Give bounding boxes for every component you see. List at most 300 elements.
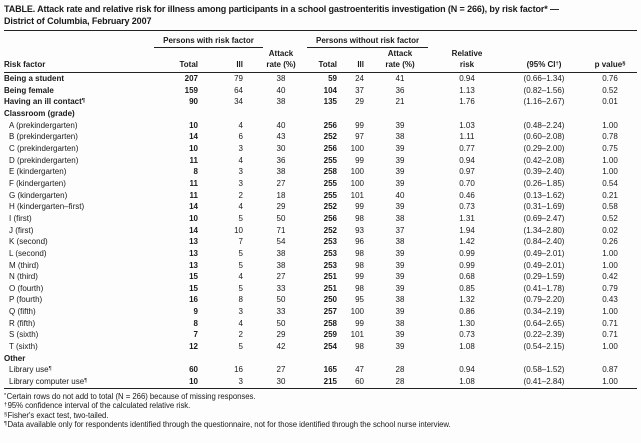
spacer-cell bbox=[168, 48, 202, 58]
cell-p-value: 0.76 bbox=[602, 74, 618, 83]
section-label: Classroom (grade) bbox=[4, 108, 75, 118]
cell-ill-without: 100 bbox=[350, 167, 364, 177]
column-header-row bbox=[4, 58, 637, 73]
cell-p-value: 0.26 bbox=[602, 237, 618, 247]
ill-with-header: Ill bbox=[202, 58, 247, 73]
total-without-header: Total bbox=[315, 58, 342, 73]
risk-factor-label: N (third) bbox=[9, 272, 38, 282]
risk-factor-label: S (sixth) bbox=[9, 330, 39, 340]
cell-attack-rate-with: 29 bbox=[276, 330, 286, 340]
cell-total-without: 256 bbox=[323, 120, 337, 130]
cell-ill-with: 16 bbox=[234, 365, 243, 375]
table-header bbox=[4, 32, 637, 73]
cell-p-value: 0.02 bbox=[602, 225, 618, 235]
cell-total-with: 207 bbox=[184, 74, 198, 83]
cell-ill-with: 64 bbox=[234, 85, 243, 95]
cell-attack-rate-with: 71 bbox=[276, 225, 286, 235]
risk-factor-label: Having an ill contact¶ bbox=[4, 97, 85, 107]
cell-95ci: (0.29–2.00) bbox=[523, 143, 565, 153]
risk-factor-label: P (fourth) bbox=[9, 295, 43, 305]
cell-attack-rate-without: 39 bbox=[395, 143, 405, 153]
cell-attack-rate-with: 40 bbox=[276, 120, 286, 130]
cell-ill-with: 3 bbox=[238, 167, 243, 177]
cell-attack-rate-with: 40 bbox=[276, 85, 286, 95]
cell-ill-without: 47 bbox=[355, 365, 364, 375]
spacer-cell bbox=[4, 48, 168, 58]
cell-attack-rate-without: 38 bbox=[395, 132, 405, 142]
cell-total-with: 15 bbox=[189, 272, 198, 282]
table-title bbox=[4, 3, 637, 27]
data-table bbox=[4, 32, 637, 388]
risk-factor-label: Library use¶ bbox=[9, 365, 52, 375]
cell-total-with: 8 bbox=[193, 318, 198, 328]
cell-total-with: 11 bbox=[189, 178, 198, 188]
cell-total-without: 253 bbox=[323, 237, 337, 247]
relative-risk-header-line2: risk bbox=[429, 58, 505, 73]
cell-attack-rate-with: 18 bbox=[276, 190, 286, 200]
cell-total-with: 13 bbox=[189, 248, 198, 258]
cell-total-without: 254 bbox=[323, 342, 337, 352]
table-row bbox=[4, 341, 637, 353]
cell-ill-with: 10 bbox=[234, 225, 243, 235]
cell-ill-with: 79 bbox=[234, 74, 243, 83]
cell-relative-risk: 0.73 bbox=[459, 202, 475, 212]
cell-ill-with: 5 bbox=[238, 342, 243, 352]
table-title-line1: TABLE. Attack rate and relative risk for illness among participants in a school gastroenteritis investigation (N = 266), by risk factor* — bbox=[4, 4, 559, 14]
cell-relative-risk: 0.46 bbox=[459, 190, 475, 200]
cell-relative-risk: 0.94 bbox=[459, 74, 475, 83]
cell-total-with: 11 bbox=[189, 155, 198, 165]
cell-attack-rate-with: 33 bbox=[276, 307, 286, 317]
risk-factor-label: Library computer use¶ bbox=[9, 377, 88, 387]
cell-95ci: (0.41–1.78) bbox=[523, 283, 565, 293]
spacer-cell bbox=[429, 32, 637, 48]
footnotes bbox=[4, 392, 637, 430]
cell-attack-rate-without: 39 bbox=[395, 202, 405, 212]
group-header-row bbox=[4, 32, 637, 48]
table-row bbox=[4, 329, 637, 341]
cell-p-value: 0.21 bbox=[602, 190, 618, 200]
cell-95ci: (0.82–1.56) bbox=[523, 85, 565, 95]
cell-relative-risk: 1.08 bbox=[459, 377, 475, 387]
table-row bbox=[4, 294, 637, 306]
cell-total-without: 252 bbox=[323, 225, 337, 235]
section-label: Other bbox=[4, 353, 26, 363]
cell-ill-with: 6 bbox=[238, 132, 243, 142]
cell-ill-without: 37 bbox=[355, 85, 364, 95]
cell-95ci: (1.34–2.80) bbox=[523, 225, 565, 235]
cell-95ci: (0.54–2.15) bbox=[523, 342, 565, 352]
table-row bbox=[4, 201, 637, 213]
cell-total-without: 253 bbox=[323, 248, 337, 258]
spacer-cell bbox=[4, 32, 168, 48]
cell-ill-with: 4 bbox=[238, 202, 243, 212]
cell-ill-with: 4 bbox=[238, 272, 243, 282]
risk-factor-label: Being a student bbox=[4, 74, 65, 83]
ci-header-close: ) bbox=[558, 60, 562, 69]
table-row bbox=[4, 260, 637, 272]
cell-attack-rate-with: 30 bbox=[276, 143, 286, 153]
cell-ill-with: 4 bbox=[238, 120, 243, 130]
cell-attack-rate-with: 33 bbox=[276, 283, 286, 293]
spacer-cell bbox=[202, 48, 247, 58]
risk-factor-label: Being female bbox=[4, 85, 54, 95]
cell-95ci: (0.66–1.34) bbox=[523, 74, 565, 83]
cell-relative-risk: 1.11 bbox=[459, 132, 475, 142]
cell-total-with: 7 bbox=[193, 330, 198, 340]
cell-attack-rate-with: 50 bbox=[276, 318, 286, 328]
table-row bbox=[4, 143, 637, 155]
cell-total-with: 8 bbox=[193, 167, 198, 177]
cell-p-value: 0.79 bbox=[602, 283, 618, 293]
cell-total-without: 255 bbox=[323, 178, 337, 188]
cell-attack-rate-with: 29 bbox=[276, 202, 286, 212]
cell-ill-without: 98 bbox=[355, 248, 364, 258]
cell-ill-without: 100 bbox=[350, 307, 364, 317]
ci-header bbox=[505, 58, 583, 73]
cell-total-without: 256 bbox=[323, 143, 337, 153]
cell-attack-rate-without: 39 bbox=[395, 342, 405, 352]
cell-95ci: (0.13–1.62) bbox=[523, 190, 565, 200]
cell-relative-risk: 0.73 bbox=[459, 330, 475, 340]
cell-95ci: (0.48–2.24) bbox=[523, 120, 565, 130]
cell-total-with: 10 bbox=[189, 120, 198, 130]
table-row bbox=[4, 364, 637, 376]
cell-ill-with: 5 bbox=[238, 248, 243, 258]
table-row bbox=[4, 248, 637, 260]
cell-total-with: 159 bbox=[184, 85, 198, 95]
cell-ill-with: 3 bbox=[238, 178, 243, 188]
cell-attack-rate-without: 39 bbox=[395, 178, 405, 188]
risk-factor-label: Q (fifth) bbox=[9, 307, 36, 317]
cell-attack-rate-with: 38 bbox=[276, 74, 286, 83]
table-row bbox=[4, 120, 637, 132]
cell-ill-without: 98 bbox=[355, 260, 364, 270]
cell-ill-without: 100 bbox=[350, 178, 364, 188]
cell-ill-without: 99 bbox=[355, 120, 364, 130]
cell-p-value: 0.71 bbox=[602, 318, 618, 328]
total-with-header: Total bbox=[168, 58, 202, 73]
risk-factor-label: L (second) bbox=[9, 248, 47, 258]
cell-total-with: 9 bbox=[193, 307, 198, 317]
cell-ill-without: 99 bbox=[355, 318, 364, 328]
table-row bbox=[4, 213, 637, 225]
cell-relative-risk: 0.94 bbox=[459, 155, 475, 165]
cell-ill-without: 101 bbox=[350, 330, 364, 340]
cell-ill-with: 34 bbox=[234, 97, 243, 107]
cell-95ci: (0.42–2.08) bbox=[523, 155, 565, 165]
cell-total-with: 10 bbox=[189, 377, 198, 387]
cell-ill-without: 96 bbox=[355, 237, 364, 247]
cell-p-value: 1.00 bbox=[602, 155, 618, 165]
group-without-label: Persons without risk factor bbox=[307, 36, 428, 49]
cell-relative-risk: 0.70 bbox=[459, 178, 475, 188]
risk-factor-label: K (second) bbox=[9, 237, 48, 247]
cell-ill-without: 99 bbox=[355, 202, 364, 212]
cell-ill-with: 7 bbox=[238, 237, 243, 247]
cell-p-value: 1.00 bbox=[602, 167, 618, 177]
cell-ill-with: 2 bbox=[238, 330, 243, 340]
risk-factor-label: E (kindergarten) bbox=[9, 167, 67, 177]
cell-p-value: 1.00 bbox=[602, 248, 618, 258]
section-header-row bbox=[4, 108, 637, 120]
cell-attack-rate-with: 50 bbox=[276, 213, 286, 223]
cell-p-value: 0.01 bbox=[602, 97, 618, 107]
cell-p-value: 0.52 bbox=[602, 85, 618, 95]
cell-p-value: 1.00 bbox=[602, 342, 618, 352]
cell-attack-rate-without: 36 bbox=[395, 85, 405, 95]
cell-attack-rate-with: 54 bbox=[276, 237, 286, 247]
cell-attack-rate-with: 38 bbox=[276, 248, 286, 258]
cell-95ci: (0.79–2.20) bbox=[523, 295, 565, 305]
cell-total-with: 14 bbox=[189, 225, 198, 235]
table-title-line2: District of Columbia, February 2007 bbox=[4, 15, 152, 26]
cell-total-without: 135 bbox=[323, 97, 337, 107]
cell-ill-with: 3 bbox=[238, 377, 243, 387]
group-with-header bbox=[163, 32, 315, 48]
cell-p-value: 1.00 bbox=[602, 260, 618, 270]
cell-total-without: 258 bbox=[323, 167, 337, 177]
cell-total-with: 11 bbox=[189, 190, 198, 200]
cell-relative-risk: 0.99 bbox=[459, 248, 475, 258]
cell-relative-risk: 0.99 bbox=[459, 260, 475, 270]
cell-95ci: (0.58–1.52) bbox=[523, 365, 565, 375]
cell-ill-with: 3 bbox=[238, 143, 243, 153]
cell-95ci: (0.64–2.65) bbox=[523, 318, 565, 328]
table-row bbox=[4, 376, 637, 388]
cell-p-value: 0.75 bbox=[602, 143, 618, 153]
cell-95ci: (0.39–2.40) bbox=[523, 167, 565, 177]
cell-ill-with: 4 bbox=[238, 155, 243, 165]
risk-factor-label: C (prekindergarten) bbox=[9, 143, 79, 153]
footnote-marker: ¶ bbox=[84, 378, 88, 385]
attack-header-line1-with: Attack bbox=[268, 49, 294, 58]
cell-relative-risk: 1.94 bbox=[459, 225, 475, 235]
cell-ill-without: 98 bbox=[355, 342, 364, 352]
cell-relative-risk: 0.85 bbox=[459, 283, 475, 293]
cell-ill-without: 24 bbox=[355, 74, 364, 83]
cell-ill-without: 98 bbox=[355, 213, 364, 223]
table-row bbox=[4, 306, 637, 318]
footnote-marker: ¶ bbox=[81, 98, 85, 105]
cell-attack-rate-without: 40 bbox=[395, 190, 405, 200]
footnote-line: *Certain rows do not add to total (N = 266) because of missing responses. bbox=[4, 391, 256, 401]
section-header-row bbox=[4, 353, 637, 365]
cell-relative-risk: 1.42 bbox=[459, 237, 475, 247]
risk-factor-header: Risk factor bbox=[4, 58, 168, 73]
cell-p-value: 1.00 bbox=[602, 120, 618, 130]
table-body bbox=[4, 73, 637, 388]
table-row bbox=[4, 318, 637, 330]
cell-total-with: 13 bbox=[189, 260, 198, 270]
cell-ill-without: 99 bbox=[355, 155, 364, 165]
attack-rate-without-header: rate (%) bbox=[371, 58, 429, 73]
risk-factor-label: B (prekindergarten) bbox=[9, 132, 78, 142]
cell-total-without: 215 bbox=[323, 377, 337, 387]
cell-95ci: (0.49–2.01) bbox=[523, 248, 565, 258]
cell-attack-rate-without: 39 bbox=[395, 283, 405, 293]
cell-total-without: 252 bbox=[323, 202, 337, 212]
cell-total-without: 59 bbox=[328, 74, 337, 83]
footnote-line: †95% confidence interval of the calculated relative risk. bbox=[4, 401, 191, 411]
cell-relative-risk: 0.94 bbox=[459, 365, 475, 375]
footnote-line: ¶Data available only for respondents identified through the questionnaire, not for those identified through the school nurse interview. bbox=[4, 419, 451, 429]
cell-95ci: (0.31–1.69) bbox=[523, 202, 565, 212]
cell-attack-rate-without: 39 bbox=[395, 167, 405, 177]
cell-total-without: 252 bbox=[323, 132, 337, 142]
cell-attack-rate-without: 37 bbox=[395, 225, 405, 235]
cell-total-without: 251 bbox=[323, 272, 337, 282]
cell-95ci: (1.16–2.67) bbox=[523, 97, 565, 107]
cell-total-with: 90 bbox=[189, 97, 198, 107]
risk-factor-label: M (third) bbox=[9, 260, 39, 270]
cell-attack-rate-without: 39 bbox=[395, 155, 405, 165]
cell-relative-risk: 1.32 bbox=[459, 295, 475, 305]
cell-attack-rate-with: 42 bbox=[276, 342, 286, 352]
cell-95ci: (0.49–2.01) bbox=[523, 260, 565, 270]
cell-95ci: (0.41–2.84) bbox=[523, 377, 565, 387]
cell-ill-with: 5 bbox=[238, 283, 243, 293]
footnote-marker: ¶ bbox=[48, 366, 52, 373]
footnote-marker: § bbox=[622, 60, 626, 67]
cell-attack-rate-without: 38 bbox=[395, 213, 405, 223]
cell-total-without: 253 bbox=[323, 260, 337, 270]
footnote-marker: † bbox=[555, 60, 559, 67]
cell-relative-risk: 0.68 bbox=[459, 272, 475, 282]
cell-95ci: (0.60–2.08) bbox=[523, 132, 565, 142]
risk-factor-label: I (first) bbox=[9, 213, 32, 223]
cell-total-with: 10 bbox=[189, 213, 198, 223]
cell-total-without: 256 bbox=[323, 213, 337, 223]
table-row bbox=[4, 225, 637, 237]
attack-rate-with-header: rate (%) bbox=[247, 58, 315, 73]
cell-total-without: 255 bbox=[323, 190, 337, 200]
table-row bbox=[4, 131, 637, 143]
table-row bbox=[4, 236, 637, 248]
cell-attack-rate-with: 50 bbox=[276, 295, 286, 305]
cell-attack-rate-without: 39 bbox=[395, 272, 405, 282]
cell-total-with: 10 bbox=[189, 143, 198, 153]
cell-95ci: (0.34–2.19) bbox=[523, 307, 565, 317]
table-row bbox=[4, 283, 637, 295]
table-bottom-rule bbox=[4, 388, 637, 389]
footnote-marker: § bbox=[4, 411, 8, 418]
cell-attack-rate-without: 38 bbox=[395, 295, 405, 305]
spacer-cell bbox=[505, 48, 583, 58]
cell-attack-rate-with: 38 bbox=[276, 167, 286, 177]
footnote-marker: ¶ bbox=[4, 420, 7, 427]
cell-total-without: 258 bbox=[323, 318, 337, 328]
cell-ill-without: 98 bbox=[355, 283, 364, 293]
cell-attack-rate-without: 41 bbox=[395, 74, 405, 83]
cell-total-without: 165 bbox=[323, 365, 337, 375]
table-row bbox=[4, 96, 637, 108]
risk-factor-label: H (kindergarten–first) bbox=[9, 202, 85, 212]
cell-p-value: 0.78 bbox=[602, 132, 618, 142]
cell-total-without: 259 bbox=[323, 330, 337, 340]
cell-attack-rate-with: 38 bbox=[276, 260, 286, 270]
table-row bbox=[4, 178, 637, 190]
footnote-line: §Fisher's exact test, two-tailed. bbox=[4, 410, 109, 420]
table-row bbox=[4, 271, 637, 283]
cell-attack-rate-with: 27 bbox=[276, 272, 286, 282]
subheader-row bbox=[4, 48, 637, 58]
table-row bbox=[4, 73, 637, 85]
cell-attack-rate-without: 21 bbox=[395, 97, 405, 107]
cell-attack-rate-without: 39 bbox=[395, 330, 405, 340]
risk-factor-label: G (kindergarten) bbox=[9, 190, 68, 200]
cell-ill-with: 3 bbox=[238, 307, 243, 317]
cell-p-value: 0.43 bbox=[602, 295, 618, 305]
cell-p-value: 0.42 bbox=[602, 272, 618, 282]
cell-attack-rate-with: 43 bbox=[276, 132, 286, 142]
cell-ill-with: 4 bbox=[238, 318, 243, 328]
cell-ill-without: 95 bbox=[355, 295, 364, 305]
spacer-cell bbox=[583, 48, 637, 58]
cell-attack-rate-with: 27 bbox=[276, 365, 286, 375]
risk-factor-label: D (prekindergarten) bbox=[9, 155, 79, 165]
cell-ill-without: 100 bbox=[350, 143, 364, 153]
cell-relative-risk: 1.76 bbox=[459, 97, 475, 107]
cell-ill-without: 93 bbox=[355, 225, 364, 235]
cell-p-value: 0.52 bbox=[602, 213, 618, 223]
cell-relative-risk: 1.30 bbox=[459, 318, 475, 328]
cell-attack-rate-with: 36 bbox=[276, 155, 286, 165]
risk-factor-label: O (fourth) bbox=[9, 283, 44, 293]
cell-attack-rate-without: 38 bbox=[395, 237, 405, 247]
cell-total-without: 251 bbox=[323, 283, 337, 293]
cell-ill-without: 99 bbox=[355, 272, 364, 282]
cell-p-value: 0.71 bbox=[602, 330, 618, 340]
cell-relative-risk: 0.97 bbox=[459, 167, 475, 177]
cell-attack-rate-without: 28 bbox=[395, 377, 405, 387]
cell-total-without: 250 bbox=[323, 295, 337, 305]
table-row bbox=[4, 85, 637, 97]
risk-factor-label: T (sixth) bbox=[9, 342, 38, 352]
cell-total-without: 104 bbox=[323, 85, 337, 95]
cell-total-with: 12 bbox=[189, 342, 198, 352]
table-row bbox=[4, 155, 637, 167]
cell-p-value: 1.00 bbox=[602, 307, 618, 317]
cell-total-without: 257 bbox=[323, 307, 337, 317]
p-value-header-text: p value bbox=[594, 60, 623, 69]
relative-risk-header-line1: Relative bbox=[451, 49, 483, 58]
p-value-header bbox=[583, 58, 637, 73]
ill-without-header: Ill bbox=[342, 58, 371, 73]
cell-relative-risk: 1.31 bbox=[459, 213, 475, 223]
table-row bbox=[4, 166, 637, 178]
footnote-marker: † bbox=[4, 402, 8, 409]
cell-ill-without: 97 bbox=[355, 132, 364, 142]
risk-factor-label: J (first) bbox=[9, 225, 34, 235]
cell-95ci: (0.69–2.47) bbox=[523, 213, 565, 223]
cell-attack-rate-without: 39 bbox=[395, 248, 405, 258]
cell-attack-rate-with: 27 bbox=[276, 178, 286, 188]
cell-p-value: 0.54 bbox=[602, 178, 618, 188]
cell-relative-risk: 1.13 bbox=[459, 85, 475, 95]
attack-header-line1-without: Attack bbox=[387, 49, 413, 58]
cell-total-with: 16 bbox=[189, 295, 198, 305]
cell-attack-rate-without: 28 bbox=[395, 365, 405, 375]
cell-total-without: 255 bbox=[323, 155, 337, 165]
cell-relative-risk: 0.77 bbox=[459, 143, 475, 153]
cell-attack-rate-without: 39 bbox=[395, 307, 405, 317]
risk-factor-label: R (fifth) bbox=[9, 318, 36, 328]
cell-p-value: 0.58 bbox=[602, 202, 618, 212]
cell-relative-risk: 1.08 bbox=[459, 342, 475, 352]
cell-total-with: 14 bbox=[189, 132, 198, 142]
cell-p-value: 1.00 bbox=[602, 377, 618, 387]
